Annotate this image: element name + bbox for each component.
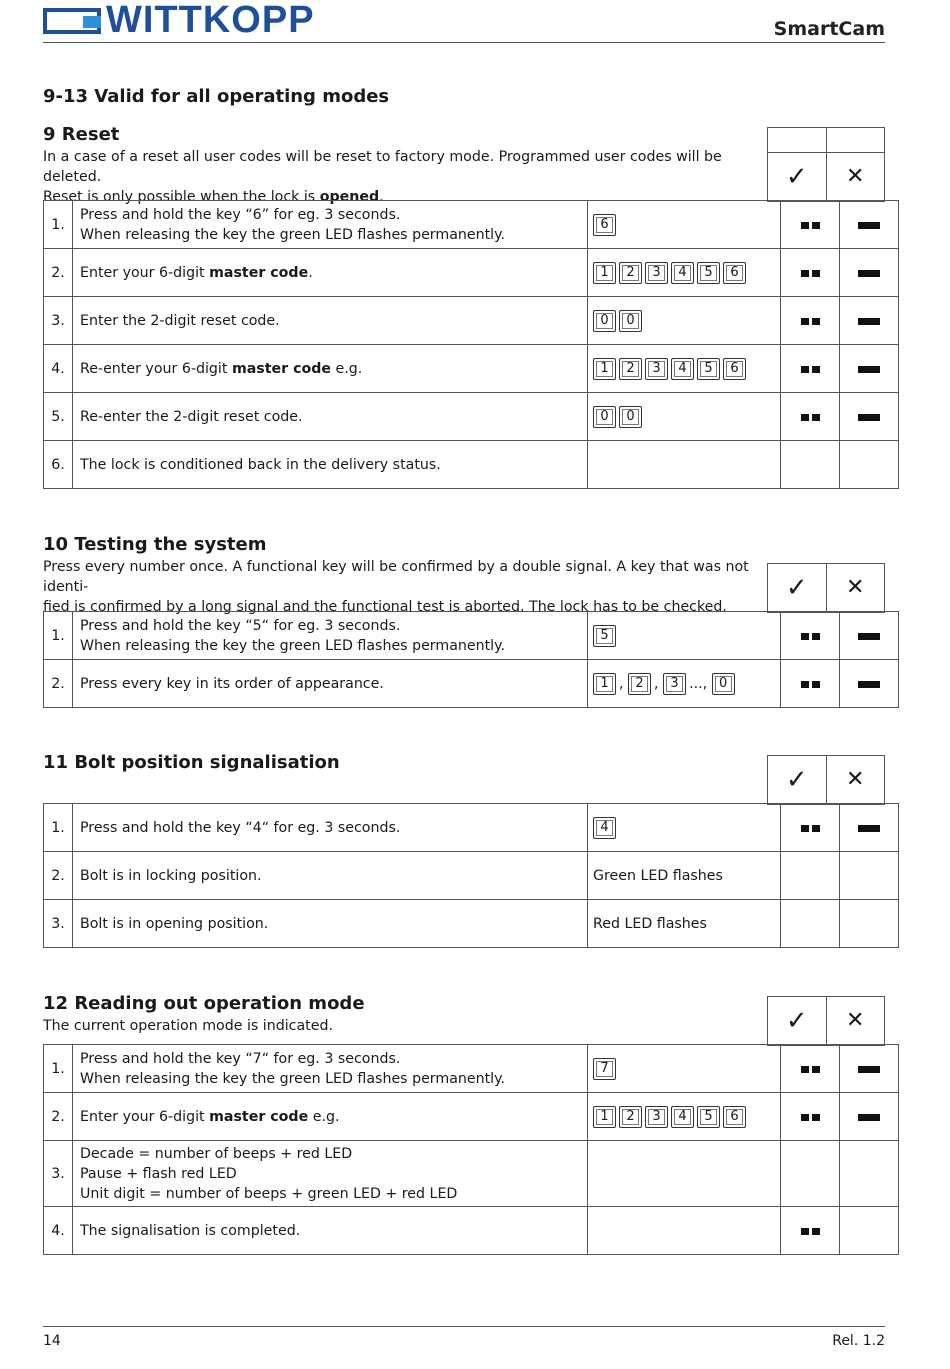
long-signal-icon: [858, 1066, 880, 1073]
key-icon: 2: [628, 673, 651, 695]
double-signal-icon: [799, 1221, 821, 1241]
section-title-reset: 9 Reset: [43, 124, 120, 145]
key-icon: 6: [723, 262, 746, 284]
long-signal-icon: [858, 222, 880, 229]
check-icon: ✓: [785, 1006, 808, 1036]
long-signal-icon: [858, 681, 880, 688]
double-signal-icon: [799, 1059, 821, 1079]
table-row: 3. Decade = number of beeps + red LED Pause + flash red LED Unit digit = number of beeps + green LED + red LED: [44, 1141, 899, 1207]
header-divider: [43, 42, 885, 43]
key-icon: 6: [593, 214, 616, 236]
key-icon: 0: [593, 310, 616, 332]
result-header-testing: [767, 563, 885, 613]
result-header-reading: [767, 996, 885, 1046]
desc-line: Reset is only possible when the lock is opened.: [43, 189, 384, 205]
desc-line: In a case of a reset all user codes will be reset to factory mode. Programmed user codes will be deleted.: [43, 149, 722, 185]
long-signal-icon: [858, 1114, 880, 1121]
table-row: 6. The lock is conditioned back in the delivery status.: [44, 441, 899, 489]
table-row: 1. Press and hold the key “6” for eg. 3 seconds. When releasing the key the green LED flashes permanently. 6: [44, 201, 899, 249]
key-icon: 4: [593, 817, 616, 839]
section-title-testing: 10 Testing the system: [43, 534, 267, 555]
cross-icon: ✕: [846, 767, 865, 792]
key-icon: 1: [593, 358, 616, 380]
key-icon: 1: [593, 673, 616, 695]
table-row: 4. The signalisation is completed.: [44, 1207, 899, 1255]
table-row: 1. Press and hold the key “7“ for eg. 3 seconds. When releasing the key the green LED flashes permanently. 7: [44, 1045, 899, 1093]
key-icon: 3: [645, 358, 668, 380]
table-row: 1. Press and hold the key “5“ for eg. 3 seconds. When releasing the key the green LED flashes permanently. 5: [44, 612, 899, 660]
double-signal-icon: [799, 407, 821, 427]
section-desc-reset: [43, 147, 763, 207]
key-icon: 2: [619, 1106, 642, 1128]
steps-table-bolt: [43, 803, 899, 948]
key-icon: 4: [671, 358, 694, 380]
check-icon: ✓: [785, 765, 808, 795]
key-icon: 6: [723, 358, 746, 380]
result-header-bolt: [767, 755, 885, 805]
double-signal-icon: [799, 311, 821, 331]
double-signal-icon: [799, 626, 821, 646]
cross-icon: ✕: [846, 164, 865, 189]
table-row: 2. Enter your 6-digit master code. 1 2 3 4 5 6: [44, 249, 899, 297]
table-row: 3. Enter the 2-digit reset code. 0 0: [44, 297, 899, 345]
key-icon: 3: [645, 262, 668, 284]
long-signal-icon: [858, 825, 880, 832]
table-row: 2. Enter your 6-digit master code e.g. 1 2 3 4 5 6: [44, 1093, 899, 1141]
page-title: 9-13 Valid for all operating modes: [43, 86, 390, 107]
key-icon: 2: [619, 358, 642, 380]
key-icon: 2: [619, 262, 642, 284]
key-icon: 5: [697, 1106, 720, 1128]
result-header-reset: [767, 127, 885, 202]
key-icon: 5: [697, 358, 720, 380]
key-icon: 0: [712, 673, 735, 695]
steps-table-testing: [43, 611, 899, 708]
check-icon: ✓: [785, 162, 808, 192]
long-signal-icon: [858, 414, 880, 421]
key-icon: 6: [723, 1106, 746, 1128]
key-icon: 0: [619, 406, 642, 428]
logo-mark: [43, 8, 101, 34]
double-signal-icon: [799, 818, 821, 838]
section-desc-testing: Press every number once. A functional key will be confirmed by a double signal. A key that was not identi- fied is confirmed by a long signal and the functional test is aborted. The lock has to be checked.: [43, 559, 749, 615]
key-icon: 4: [671, 1106, 694, 1128]
long-signal-icon: [858, 270, 880, 277]
long-signal-icon: [858, 318, 880, 325]
table-row: 2. Press every key in its order of appearance. 1 , 2 , 3 ..., 0: [44, 660, 899, 708]
double-signal-icon: [799, 215, 821, 235]
page-number: 14: [43, 1333, 61, 1349]
double-signal-icon: [799, 263, 821, 283]
table-row: 1. Press and hold the key “4“ for eg. 3 seconds. 4: [44, 804, 899, 852]
section-title-bolt: 11 Bolt position signalisation: [43, 752, 340, 773]
double-signal-icon: [799, 359, 821, 379]
footer-divider: [43, 1326, 885, 1327]
key-icon: 0: [593, 406, 616, 428]
section-desc-reading: The current operation mode is indicated.: [43, 1018, 333, 1034]
table-row: 3. Bolt is in opening position. Red LED flashes: [44, 900, 899, 948]
table-row: 2. Bolt is in locking position. Green LED flashes: [44, 852, 899, 900]
key-icon: 5: [697, 262, 720, 284]
key-icon: 1: [593, 262, 616, 284]
double-signal-icon: [799, 674, 821, 694]
steps-table-reset: [43, 200, 899, 489]
long-signal-icon: [858, 366, 880, 373]
table-row: 5. Re-enter the 2-digit reset code. 0 0: [44, 393, 899, 441]
check-icon: ✓: [785, 573, 808, 603]
cross-icon: ✕: [846, 575, 865, 600]
release-version: Rel. 1.2: [832, 1333, 885, 1349]
key-icon: 3: [645, 1106, 668, 1128]
product-name: SmartCam: [773, 18, 885, 40]
brand-logo: WITTKOPP: [106, 0, 315, 41]
key-icon: 7: [593, 1058, 616, 1080]
table-row: 4. Re-enter your 6-digit master code e.g. 1 2 3 4 5 6: [44, 345, 899, 393]
section-title-reading: 12 Reading out operation mode: [43, 993, 365, 1014]
key-icon: 4: [671, 262, 694, 284]
cross-icon: ✕: [846, 1008, 865, 1033]
long-signal-icon: [858, 633, 880, 640]
key-icon: 5: [593, 625, 616, 647]
key-icon: 3: [663, 673, 686, 695]
double-signal-icon: [799, 1107, 821, 1127]
key-icon: 0: [619, 310, 642, 332]
steps-table-reading: [43, 1044, 899, 1255]
key-icon: 1: [593, 1106, 616, 1128]
